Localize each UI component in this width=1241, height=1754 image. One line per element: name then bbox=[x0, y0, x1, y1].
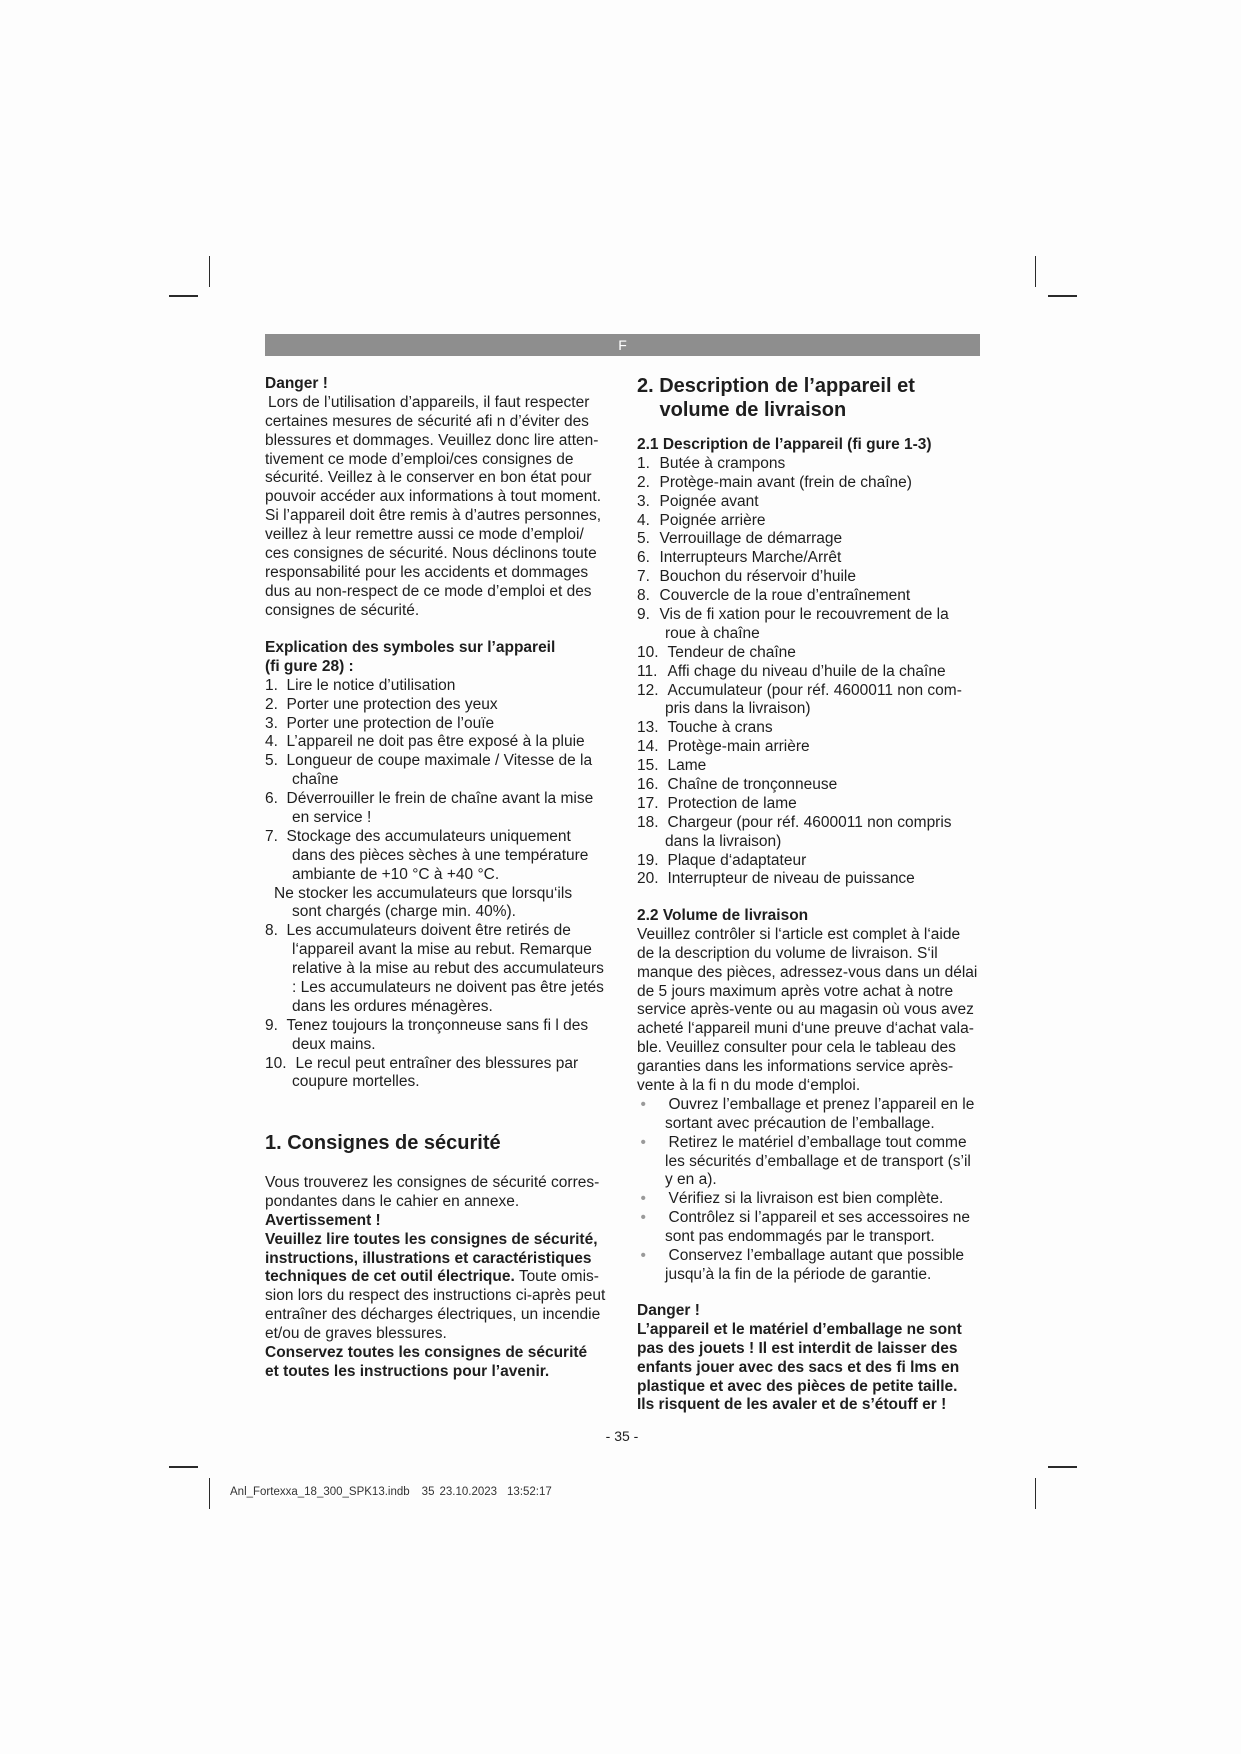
text-line: vente à la fi n du mode d‘emploi. bbox=[637, 1077, 861, 1095]
symbol-item bbox=[265, 922, 604, 1016]
item-text: Chaîne de tronçonneuse bbox=[667, 776, 838, 794]
text-line: garanties dans les informations service après- bbox=[637, 1058, 954, 1076]
part-item bbox=[637, 776, 932, 795]
item-number: 2. bbox=[265, 695, 278, 713]
text-line: consignes de sécurité. bbox=[265, 601, 420, 619]
description-section-heading bbox=[637, 375, 915, 422]
item-text: en service ! bbox=[292, 809, 372, 827]
danger-text: pas des jouets ! Il est interdit de laisser des bbox=[637, 1339, 958, 1357]
crop-mark bbox=[209, 256, 211, 287]
part-item bbox=[637, 681, 962, 720]
bullet-icon: • bbox=[640, 1209, 646, 1227]
item-number: 8. bbox=[637, 587, 650, 605]
bullet-item bbox=[637, 1209, 977, 1247]
text-line: veillez à leur remettre aussi ce mode d’emploi/ bbox=[265, 526, 584, 544]
symbols-title: Explication des symboles sur l’appareil bbox=[265, 639, 556, 656]
item-text: Déverrouiller le frein de chaîne avant la mise bbox=[286, 790, 594, 808]
item-text: Poignée arrière bbox=[659, 511, 766, 529]
safety-section-body bbox=[265, 1174, 605, 1382]
bullet-text: Conservez l’emballage autant que possible bbox=[668, 1247, 965, 1265]
section-heading-line: 2. Description de l’appareil et bbox=[637, 375, 915, 397]
item-number: 18. bbox=[637, 813, 659, 831]
item-text: Poignée avant bbox=[659, 492, 759, 510]
section-heading-line: volume de livraison bbox=[659, 398, 847, 421]
keep-instructions-text: et toutes les instructions pour l’avenir. bbox=[265, 1362, 550, 1380]
item-text: Chargeur (pour réf. 4600011 non compris bbox=[667, 813, 952, 831]
danger-text: enfants jouer avec des sacs et des fi lms en bbox=[637, 1358, 960, 1376]
item-number: 19. bbox=[637, 851, 659, 869]
crop-mark bbox=[1035, 256, 1037, 287]
footer-filename: Anl_Fortexxa_18_300_SPK13.indb bbox=[230, 1486, 410, 1498]
crop-mark bbox=[169, 295, 198, 297]
item-number: 6. bbox=[637, 549, 650, 567]
warning-text: techniques de cet outil électrique. bbox=[265, 1268, 515, 1286]
item-number: 6. bbox=[265, 790, 278, 808]
item-number: 8. bbox=[265, 922, 278, 940]
warning-title: Avertissement ! bbox=[265, 1211, 381, 1229]
text-line: responsabilité pour les accidents et dommages bbox=[265, 563, 589, 581]
text-line: sion lors du respect des instructions ci-après peut bbox=[265, 1287, 606, 1305]
item-text: Protège-main arrière bbox=[667, 738, 810, 756]
text-line: manque des pièces, adressez-vous dans un délai bbox=[637, 963, 978, 981]
text-line: dus au non-respect de ce mode d’emploi et des bbox=[265, 582, 592, 600]
item-text: Tenez toujours la tronçonneuse sans fi l des bbox=[286, 1016, 589, 1034]
item-text: Interrupteur de niveau de puissance bbox=[667, 870, 915, 888]
symbol-item bbox=[265, 790, 594, 828]
item-text: Touche à crans bbox=[667, 719, 773, 737]
item-text: Accumulateur (pour réf. 4600011 non com- bbox=[667, 681, 962, 699]
item-text: ambiante de +10 °C à +40 °C. bbox=[292, 865, 500, 883]
item-number: 10. bbox=[637, 643, 659, 661]
text-line: service après-vente ou au magasin où vous avez bbox=[637, 1001, 974, 1019]
danger-text: Ils risquent de les avaler et de s’étouff er ! bbox=[637, 1396, 947, 1414]
item-number: 9. bbox=[265, 1016, 278, 1034]
bullet-item bbox=[637, 1190, 977, 1209]
item-text: dans la livraison) bbox=[665, 832, 782, 850]
part-item bbox=[637, 662, 946, 682]
bullet-text: les sécurités d’emballage et de transport (s’il bbox=[665, 1152, 971, 1170]
part-item bbox=[637, 493, 932, 512]
text-line: de la description du volume de livraison. S‘il bbox=[637, 944, 938, 962]
bullet-text: sortant avec précaution de l’emballage. bbox=[665, 1114, 935, 1132]
item-text: chaîne bbox=[292, 771, 339, 789]
bullet-item bbox=[637, 1134, 977, 1191]
crop-mark bbox=[209, 1478, 211, 1509]
item-text: dans des pièces sèches à une température bbox=[292, 846, 589, 864]
text-line: pouvoir accéder aux informations à tout moment. bbox=[265, 488, 602, 506]
bullet-text: y en a). bbox=[665, 1171, 717, 1189]
safety-section-heading: 1. Consignes de sécurité bbox=[265, 1132, 501, 1154]
text-line: ble. Veuillez consulter pour cela le tableau des bbox=[637, 1039, 956, 1057]
crop-mark bbox=[1035, 1478, 1037, 1509]
item-number: 1. bbox=[265, 676, 278, 694]
item-number: 16. bbox=[637, 776, 659, 794]
item-number: 11. bbox=[637, 662, 658, 680]
text-line: sécurité. Veillez à le conserver en bon état pour bbox=[265, 469, 592, 487]
page-number: - 35 - bbox=[605, 1428, 639, 1444]
text-line: Si l’appareil doit être remis à d’autres personnes, bbox=[265, 507, 602, 525]
item-text: relative à la mise au rebut des accumulateurs bbox=[292, 960, 604, 978]
item-note: Ne stocker les accumulateurs que lorsqu‘ils bbox=[274, 884, 573, 902]
text-line: acheté l‘appareil muni d‘une preuve d‘achat vala- bbox=[637, 1020, 974, 1038]
part-item bbox=[637, 512, 932, 531]
bullet-text: Retirez le matériel d’emballage tout comme bbox=[668, 1133, 967, 1151]
symbol-item bbox=[265, 733, 585, 752]
text-line: et/ou de graves blessures. bbox=[265, 1325, 447, 1343]
item-number: 7. bbox=[637, 568, 650, 586]
item-number: 5. bbox=[265, 752, 278, 770]
item-text: Vis de fi xation pour le recouvrement de la bbox=[659, 606, 949, 624]
symbol-item bbox=[265, 1016, 589, 1055]
print-footer bbox=[230, 1485, 552, 1500]
item-number: 12. bbox=[637, 681, 659, 699]
danger-text: plastique et avec des pièces de petite taille. bbox=[637, 1377, 958, 1395]
bullet-icon: • bbox=[640, 1247, 646, 1265]
bullet-icon: • bbox=[640, 1190, 646, 1208]
item-number: 4. bbox=[265, 733, 278, 751]
packaging-danger bbox=[637, 1302, 962, 1415]
item-number: 15. bbox=[637, 757, 659, 775]
language-tab-label: F bbox=[618, 337, 627, 353]
footer-time: 13:52:17 bbox=[507, 1486, 552, 1498]
text-line: ces consignes de sécurité. Nous déclinons toute bbox=[265, 545, 597, 563]
text-line: certaines mesures de sécurité afi n d’éviter des bbox=[265, 412, 589, 430]
part-item bbox=[637, 455, 932, 474]
item-text: Porter une protection de l’ouïe bbox=[286, 714, 495, 732]
language-tab-bar bbox=[265, 334, 980, 356]
item-text: Affi chage du niveau d’huile de la chaîne bbox=[667, 662, 946, 680]
symbol-item bbox=[265, 696, 555, 715]
subsection-title: 2.1 Description de l’appareil (fi gure 1-3) bbox=[637, 436, 932, 453]
item-text: Les accumulateurs doivent être retirés de bbox=[286, 922, 571, 940]
bullet-icon: • bbox=[640, 1095, 646, 1113]
item-number: 3. bbox=[637, 492, 650, 510]
item-text: Le recul peut entraîner des blessures par bbox=[295, 1054, 579, 1072]
text-line: pondantes dans le cahier en annexe. bbox=[265, 1192, 520, 1210]
text-line: de 5 jours maximum après votre achat à notre bbox=[637, 982, 954, 1000]
footer-page: 35 bbox=[421, 1486, 435, 1498]
crop-mark bbox=[1048, 295, 1077, 297]
warning-text: instructions, illustrations et caractéristiques bbox=[265, 1249, 592, 1267]
part-item bbox=[637, 738, 932, 757]
item-text: pris dans la livraison) bbox=[665, 700, 811, 718]
part-item bbox=[637, 530, 932, 549]
footer-date: 23.10.2023 bbox=[439, 1486, 498, 1498]
item-text: L’appareil ne doit pas être exposé à la pluie bbox=[286, 733, 585, 751]
item-text: Longueur de coupe maximale / Vitesse de la bbox=[286, 752, 593, 770]
item-text: Bouchon du réservoir d’huile bbox=[659, 568, 856, 586]
item-number: 20. bbox=[637, 870, 659, 888]
symbol-item bbox=[265, 827, 589, 922]
danger-text: L’appareil et le matériel d’emballage ne sont bbox=[637, 1320, 962, 1338]
bullet-text: Vérifiez si la livraison est bien complète. bbox=[668, 1190, 944, 1208]
item-text: Butée à crampons bbox=[659, 454, 786, 472]
symbol-item bbox=[265, 1054, 579, 1093]
item-text: l‘appareil avant la mise au rebut. Remarque bbox=[292, 941, 592, 959]
danger-title: Danger ! bbox=[265, 375, 328, 392]
part-item bbox=[637, 587, 932, 606]
danger-title: Danger ! bbox=[637, 1302, 700, 1319]
text-line: Vous trouverez les consignes de sécurité corres- bbox=[265, 1174, 600, 1191]
device-description bbox=[637, 436, 962, 889]
item-text: Protection de lame bbox=[667, 794, 797, 812]
danger-intro bbox=[265, 375, 601, 621]
part-item bbox=[637, 852, 932, 871]
item-number: 17. bbox=[637, 794, 659, 812]
item-text: coupure mortelles. bbox=[292, 1073, 420, 1091]
item-text: Plaque d‘adaptateur bbox=[667, 851, 807, 869]
item-text: Protège-main avant (frein de chaîne) bbox=[659, 473, 912, 491]
symbols-explanation bbox=[265, 639, 604, 1092]
item-text: Verrouillage de démarrage bbox=[659, 530, 843, 548]
text-line bbox=[265, 1268, 605, 1287]
crop-mark bbox=[1048, 1466, 1077, 1468]
item-text: Stockage des accumulateurs uniquement bbox=[286, 827, 571, 845]
bullet-text: jusqu’à la fin de la période de garantie. bbox=[665, 1265, 932, 1283]
item-number: 4. bbox=[637, 511, 650, 529]
text-line: tivement ce mode d’emploi/ces consignes de bbox=[265, 450, 574, 468]
part-item bbox=[637, 644, 932, 663]
part-item bbox=[637, 568, 932, 587]
item-text: roue à chaîne bbox=[665, 624, 760, 642]
item-text: Couvercle de la roue d’entraînement bbox=[659, 587, 911, 605]
item-number: 1. bbox=[637, 454, 650, 472]
item-number: 5. bbox=[637, 530, 650, 548]
symbol-item bbox=[265, 752, 593, 790]
item-number: 10. bbox=[265, 1054, 287, 1072]
item-number: 9. bbox=[637, 606, 650, 624]
crop-mark bbox=[169, 1466, 198, 1468]
part-item bbox=[637, 813, 952, 852]
item-text: Interrupteurs Marche/Arrêt bbox=[659, 549, 842, 567]
bullet-text: Contrôlez si l’appareil et ses accessoires ne bbox=[668, 1209, 971, 1227]
bullet-text: Ouvrez l’emballage et prenez l’appareil en le bbox=[668, 1095, 975, 1113]
item-text: Porter une protection des yeux bbox=[286, 695, 498, 713]
safety-section-heading-wrap bbox=[265, 1132, 501, 1156]
symbol-item bbox=[265, 677, 555, 696]
item-number: 13. bbox=[637, 719, 659, 737]
item-note: sont chargés (charge min. 40%). bbox=[292, 903, 516, 921]
item-number: 2. bbox=[637, 473, 650, 491]
item-text: dans les ordures ménagères. bbox=[292, 997, 493, 1015]
text-line: Veuillez contrôler si l‘article est complet à l‘aide bbox=[637, 925, 961, 943]
bullet-item bbox=[637, 1247, 977, 1285]
text-line: entraîner des décharges électriques, un incendie bbox=[265, 1306, 601, 1324]
item-text: Tendeur de chaîne bbox=[667, 643, 796, 661]
item-text: Lame bbox=[667, 757, 707, 775]
symbols-title: (fi gure 28) : bbox=[265, 657, 354, 675]
part-item bbox=[637, 757, 932, 776]
warning-text: Veuillez lire toutes les consignes de sécurité, bbox=[265, 1230, 598, 1248]
item-number: 3. bbox=[265, 714, 278, 732]
bullet-item bbox=[637, 1096, 977, 1134]
subsection-title: 2.2 Volume de livraison bbox=[637, 907, 809, 924]
part-item bbox=[637, 870, 932, 889]
keep-instructions-text: Conservez toutes les consignes de sécurité bbox=[265, 1344, 588, 1362]
part-item bbox=[637, 606, 949, 644]
item-text: : Les accumulateurs ne doivent pas être jetés bbox=[292, 979, 604, 997]
item-number: 7. bbox=[265, 827, 278, 845]
symbol-item bbox=[265, 715, 555, 734]
text-line: Lors de l’utilisation d’appareils, il faut respecter bbox=[268, 393, 590, 411]
text-fragment: Toute omis- bbox=[518, 1268, 599, 1286]
part-item bbox=[637, 474, 932, 493]
delivery-scope bbox=[637, 907, 977, 1285]
item-number: 14. bbox=[637, 738, 659, 756]
part-item bbox=[637, 795, 932, 814]
item-text: Lire le notice d’utilisation bbox=[286, 676, 456, 694]
part-item bbox=[637, 719, 932, 738]
part-item bbox=[637, 549, 932, 568]
bullet-icon: • bbox=[640, 1133, 646, 1151]
bullet-text: sont pas endommagés par le transport. bbox=[665, 1228, 935, 1246]
text-line: blessures et dommages. Veuillez donc lire atten- bbox=[265, 431, 599, 449]
item-text: deux mains. bbox=[292, 1035, 376, 1053]
